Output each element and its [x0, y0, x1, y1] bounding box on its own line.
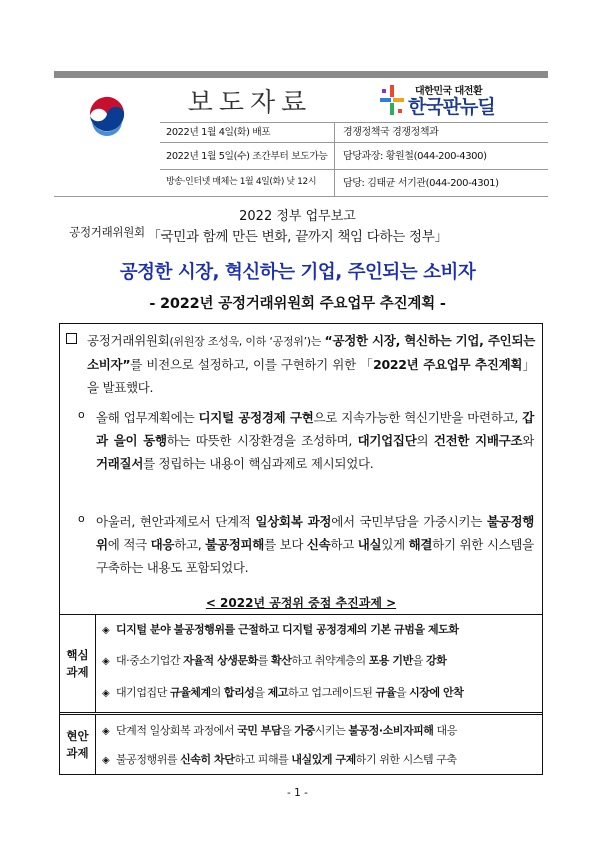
brand-subtitle: 대한민국 대전환: [415, 86, 483, 97]
page-number: - 1 -: [287, 787, 308, 799]
embargo-print: 2022년 1월 5일(수) 조간부터 보도가능: [166, 151, 328, 162]
main-headline: 공정한 시장, 혁신하는 기업, 주인되는 소비자: [119, 262, 476, 283]
info-row: [160, 122, 548, 142]
contact-manager: 담당과장: 황원철(044-200-4300): [334, 143, 548, 169]
core-task-item: ◈ 디지털 분야 불공정행위를 근절하고 디지털 공정경제의 기본 규범을 제도화: [102, 622, 538, 639]
ministry-name: 공정거래위원회: [69, 225, 145, 239]
page-title: 보도자료: [187, 87, 313, 118]
government-slogan: 「국민과 함께 만든 변화, 끝까지 책임 다하는 정부」: [147, 229, 448, 245]
header-top-bar: [54, 71, 548, 78]
report-label: 2022 정부 업무보고: [239, 209, 356, 224]
tasks-title: < 2022년 공정위 중점 추진과제 >: [205, 596, 397, 610]
current-tasks-label: 현안 과제: [60, 715, 96, 774]
department: 경쟁정책국 경쟁정책과: [334, 123, 548, 142]
release-date: 2022년 1월 4일(화) 배포: [166, 127, 271, 138]
info-row: [160, 169, 548, 196]
press-release-title: [160, 78, 340, 122]
info-row: [160, 142, 548, 169]
paragraph-current: 아울러, 현안과제로서 단계적 일상회복 과정에서 국민부담을 가중시키는 불공정행위에 적극 대응하고, 불공정피해를 보다 신속하고 내실있게 해결하기 위한 시스템을 구축하는 내용도 포함되었다.: [96, 514, 535, 575]
contact-staff: 담당: 김태균 서기관(044-200-4301): [334, 170, 548, 196]
table-divider: [60, 712, 542, 715]
body-box: [59, 323, 543, 775]
diamond-bullet-icon: ◈: [102, 688, 110, 699]
ministry-logo: [54, 78, 160, 239]
bullet-icon: o: [78, 408, 85, 421]
core-task-item: ◈ 대기업집단 규율체계의 합리성을 제고하고 업그레이드된 규율을 시장에 안착: [102, 685, 538, 702]
sub-headline: - 2022년 공정거래위원회 주요업무 추진계획 -: [149, 296, 446, 312]
bullet-icon: o: [78, 512, 85, 525]
tasks-table: [60, 614, 542, 774]
diamond-bullet-icon: ◈: [102, 656, 110, 667]
checkbox-square-icon: [66, 333, 77, 344]
paragraph-plan: 올해 업무계획에는 디지털 공정경제 구현으로 지속가능한 혁신기반을 마련하고, 갑과 을이 동행하는 따뜻한 시장환경을 조성하며, 대기업집단의 건전한 지배구조와 거래질서를 정립하는 내용이 핵심과제로 제시되었다.: [96, 410, 535, 471]
diamond-bullet-icon: ◈: [102, 726, 110, 737]
paragraph-intro: 공정거래위원회(위원장 조성욱, 이하 ‘공정위’)는 “공정한 시장, 혁신하는 기업, 주인되는 소비자”를 비전으로 설정하고, 이를 구현하기 위한 「2022년 주요업무 추진계획」을 발표했다.: [87, 333, 536, 395]
current-task-item: ◈ 불공정행위를 신속히 차단하고 피해를 내실있게 구제하기 위한 시스템 구축: [102, 752, 538, 769]
new-deal-brand: [340, 78, 548, 122]
embargo-online: 방송·인터넷 매체는 1월 4일(화) 낮 12시: [166, 177, 317, 187]
header-divider: [54, 196, 548, 197]
core-tasks-label: 핵심 과제: [60, 615, 96, 713]
current-task-item: ◈ 단계적 일상회복 과정에서 국민 부담을 가중시키는 불공정·소비자피해 대응: [102, 723, 538, 740]
taegeuk-emblem-icon: [84, 90, 130, 136]
diamond-bullet-icon: ◈: [102, 625, 110, 636]
brand-title: 한국판뉴딜: [408, 96, 495, 118]
core-task-item: ◈ 대·중소기업간 자율적 상생문화를 확산하고 취약계층의 포용 기반을 강화: [102, 653, 538, 670]
diamond-bullet-icon: ◈: [102, 755, 110, 766]
new-deal-logo-icon: [378, 83, 406, 117]
